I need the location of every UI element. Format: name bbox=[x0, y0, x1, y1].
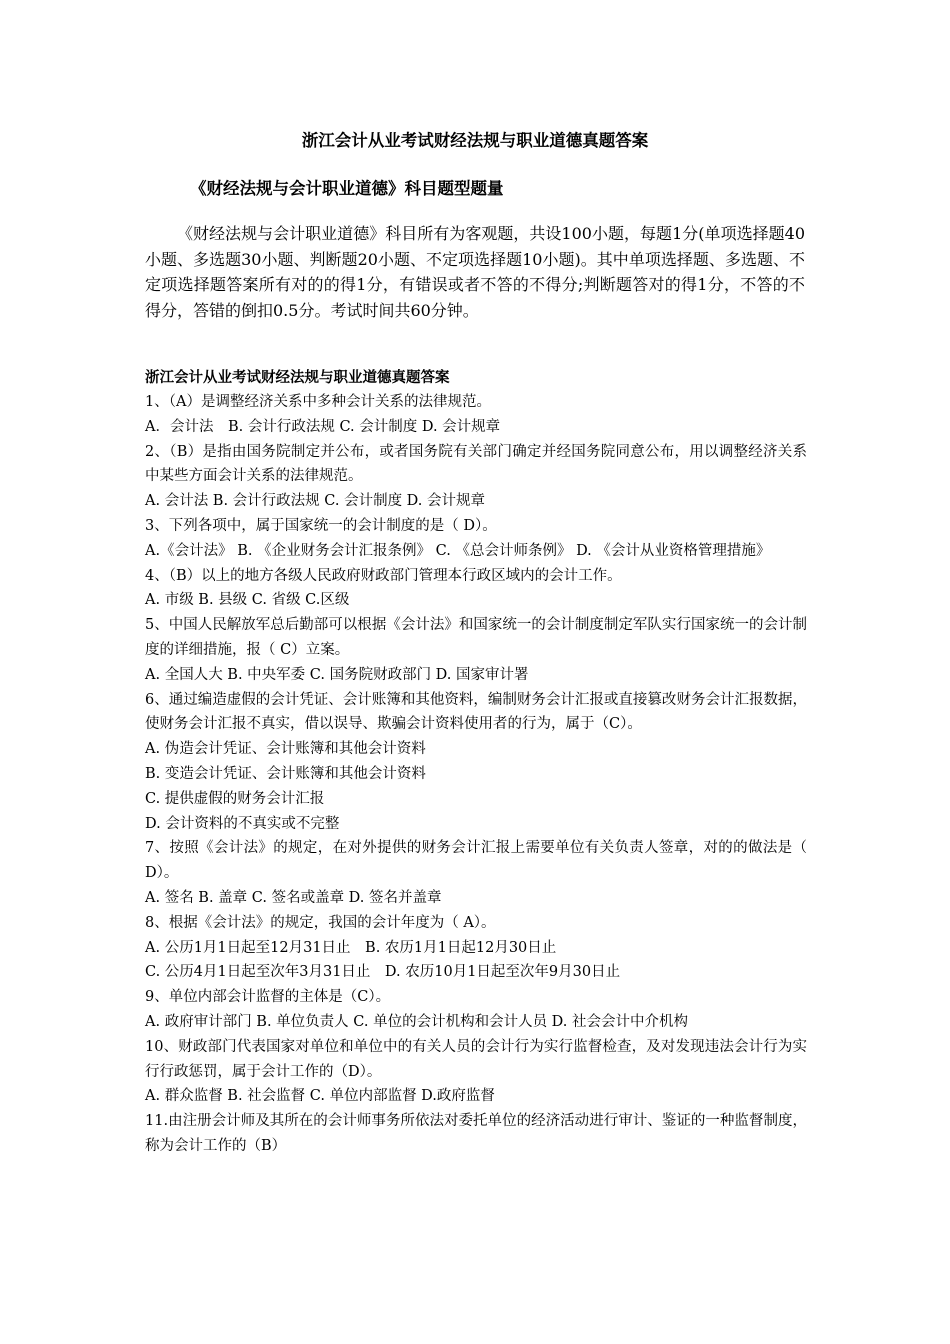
option-line: C. 提供虚假的财务会计汇报 bbox=[145, 790, 325, 807]
option-line: C. 公历4月1日起至次年3月31日止 D. 农历10月1日起至次年9月30日止 bbox=[145, 964, 621, 981]
option-line: A. 签名 B. 盖章 C. 签名或盖章 D. 签名并盖章 bbox=[145, 889, 442, 906]
option-line: A. 会计法 B. 会计行政法规 C. 会计制度 D. 会计规章 bbox=[145, 493, 486, 510]
option-line: A. 群众监督 B. 社会监督 C. 单位内部监督 D.政府监督 bbox=[145, 1088, 495, 1105]
option-line: A. 市级 B. 县级 C. 省级 C.区级 bbox=[145, 592, 350, 609]
document-title: 浙江会计从业考试财经法规与职业道德真题答案 bbox=[301, 131, 649, 150]
section-subtitle: 《财经法规与会计职业道德》科目题型题量 bbox=[190, 179, 504, 198]
option-line: A. 政府审计部门 B. 单位负责人 C. 单位的会计机构和会计人员 D. 社会会计中介机构 bbox=[145, 1013, 689, 1030]
intro-paragraph: 《财经法规与会计职业道德》科目所有为客观题，共设100小题，每题1分(单项选择题40小题、多选题30小题、判断题20小题、不定项选择题10小题)。其中单项选择题、多选题、不定项选择题答案所有对的的得1分，有错误或者不答的不得分;判断题答对的得1分，不答的不得分，答错的倒扣0.5分。考试时间共60分钟。 bbox=[145, 224, 805, 320]
question-line: 6、通过编造虚假的会计凭证、会计账簿和其他资料，编制财务会计汇报或直接篡改财务会计汇报数据，使财务会计汇报不真实，借以误导、欺骗会计资料使用者的行为，属于（C）。 bbox=[145, 691, 807, 733]
question-list bbox=[145, 366, 807, 1159]
question-line: 10、财政部门代表国家对单位和单位中的有关人员的会计行为实行监督检查，及对发现违法会计行为实行行政惩罚，属于会计工作的（D）。 bbox=[145, 1038, 807, 1080]
question-line: 1、（A）是调整经济关系中多种会计关系的法律规范。 bbox=[145, 394, 491, 410]
question-section-title: 浙江会计从业考试财经法规与职业道德真题答案 bbox=[145, 370, 450, 386]
option-line: A．会计法 B. 会计行政法规 C. 会计制度 D. 会计规章 bbox=[145, 418, 501, 435]
question-line: 7、按照《会计法》的规定，在对外提供的财务会计汇报上需要单位有关负责人签章，对的的做法是（ D）。 bbox=[145, 840, 807, 882]
option-line: A. 公历1月1日起至12月31日止 B. 农历1月1日起12月30日止 bbox=[145, 939, 557, 956]
question-line: 9、单位内部会计监督的主体是（C）。 bbox=[145, 989, 391, 1006]
option-line: B. 变造会计凭证、会计账簿和其他会计资料 bbox=[145, 765, 426, 782]
option-line: D. 会计资料的不真实或不完整 bbox=[145, 815, 340, 832]
option-line: A.《会计法》 B. 《企业财务会计汇报条例》 C. 《总会计师条例》 D. 《会计从业资格管理措施》 bbox=[145, 542, 771, 559]
question-line: 4、（B）以上的地方各级人民政府财政部门管理本行政区域内的会计工作。 bbox=[145, 567, 622, 584]
question-line: 2、（B）是指由国务院制定并公布，或者国务院有关部门确定并经国务院同意公布，用以调整经济关系中某些方面会计关系的法律规范。 bbox=[145, 443, 807, 485]
question-line: 3、下列各项中，属于国家统一的会计制度的是（ D）。 bbox=[145, 517, 497, 534]
option-line: A. 伪造会计凭证、会计账簿和其他会计资料 bbox=[145, 741, 426, 758]
question-line: 8、根据《会计法》的规定，我国的会计年度为（ A）。 bbox=[145, 914, 496, 931]
question-line: 5、中国人民解放军总后勤部可以根据《会计法》和国家统一的会计制度制定军队实行国家统一的会计制度的详细措施，报（ C）立案。 bbox=[145, 617, 807, 658]
question-line: 11.由注册会计师及其所在的会计师事务所依法对委托单位的经济活动进行审计、鉴证的一种监督制度，称为会计工作的（B） bbox=[145, 1113, 807, 1154]
option-line: A. 全国人大 B. 中央军委 C. 国务院财政部门 D. 国家审计署 bbox=[145, 666, 529, 683]
